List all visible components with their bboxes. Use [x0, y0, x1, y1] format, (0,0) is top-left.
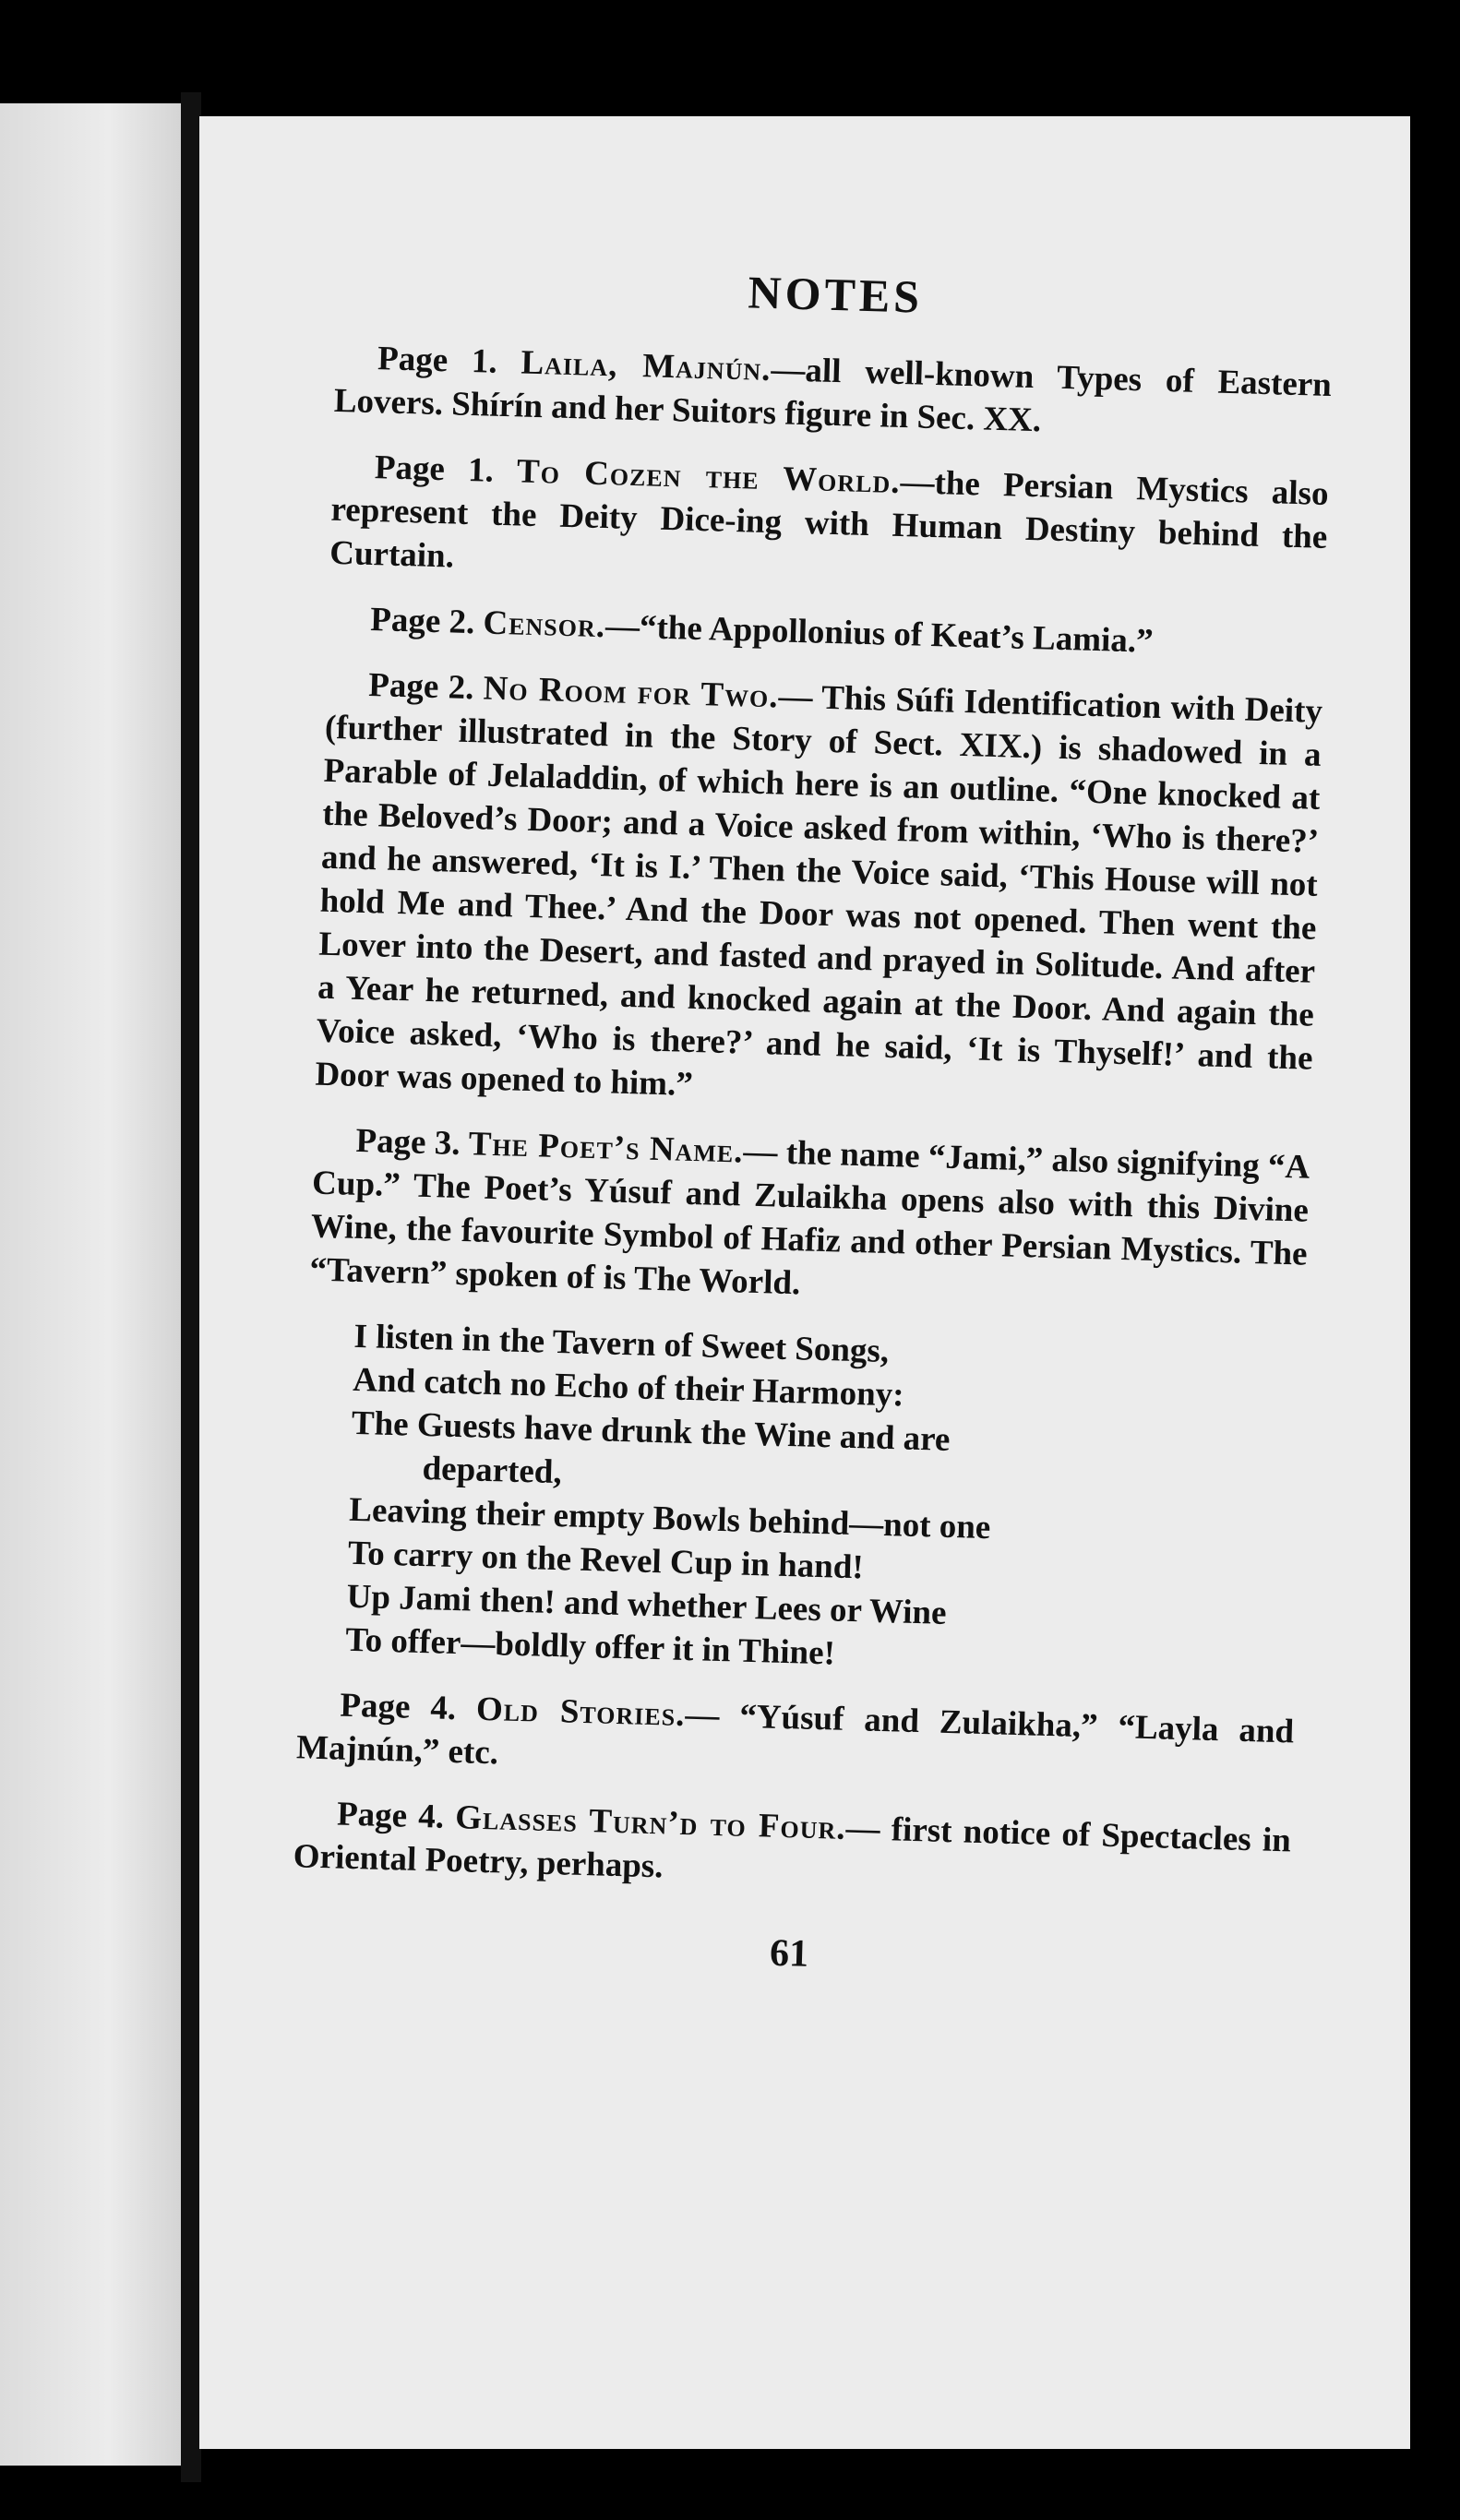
poem-quotation — [345, 1315, 1305, 1689]
note-term: To Cozen the World. — [516, 452, 902, 502]
poem-line: To offer—boldly offer it in Thine! — [344, 1620, 836, 1673]
note-old-stories — [296, 1682, 1295, 1797]
note-body: — first notice of Spectacles in Oriental Poetry, perhaps. — [293, 1809, 1292, 1886]
page-gutter — [181, 92, 201, 2482]
note-glasses-turnd-to-four — [293, 1791, 1291, 1905]
poem-line: Leaving their empty Bowls behind—not one — [348, 1490, 991, 1547]
note-cozen-the-world — [329, 445, 1330, 603]
note-body: — “Yúsuf and Zulaikha,” “Layla and Majnún,” etc. — [295, 1696, 1295, 1773]
note-body: — This Súfi Identification with Deity (further illustrated in the Story of Sect. XIX.) is shadowed in a Parable of Jelaladdin, of which here is an outline. “One knocked at the Beloved’s Door; and a Voice asked from within, ‘Who is there?’ and he answered, ‘It is I.’ Then the Voice said, ‘This House will not hold Me and Thee.’ And the Door was not opened. Then went the Lover into the Desert, and fasted and prayed in Solitude. And after a Year he returned, and knocked again at the Door. And again the Voice asked, ‘Who is there?’ and he said, ‘It is Thyself!’ and the Door was opened to him.” — [314, 677, 1323, 1105]
poem-line-continuation: departed, — [422, 1449, 563, 1492]
poem-line: And catch no Echo of their Harmony: — [352, 1360, 905, 1415]
note-term: Censor. — [482, 603, 606, 646]
note-body: — the name “Jami,” also signifying “A Cup.” The Poet’s Yúsuf and Zulaikha opens also with this Divine Wine, the favourite Symbol of Hafiz and other Persian Mystics. The “Tavern” spoken of is The World. — [309, 1132, 1310, 1303]
poem-line: I listen in the Tavern of Sweet Songs, — [353, 1317, 890, 1371]
note-ref: Page 2. — [369, 601, 475, 642]
note-term: The Poet’s Name. — [468, 1125, 745, 1171]
note-ref: Page 4. — [339, 1686, 457, 1728]
note-term: Laila, Majnún. — [520, 343, 772, 389]
page-heading: NOTES — [747, 266, 924, 323]
note-poets-name — [309, 1118, 1310, 1320]
right-page — [199, 116, 1410, 2449]
note-ref: Page 1. — [374, 448, 495, 490]
page-number: 61 — [769, 1931, 809, 1976]
note-ref: Page 4. — [336, 1795, 445, 1836]
note-censor — [328, 597, 1325, 668]
left-page-edge — [0, 103, 181, 2466]
note-ref: Page 2. — [367, 666, 474, 708]
page-content — [291, 259, 1334, 1989]
note-body: —the Persian Mystics also represent the Deity Dice-ing with Human Destiny behind the Curtain. — [329, 463, 1330, 576]
note-ref: Page 3. — [354, 1121, 461, 1163]
note-term: No Room for Two. — [483, 669, 780, 716]
note-no-room-for-two — [315, 663, 1323, 1124]
note-ref: Page 1. — [377, 340, 498, 381]
note-body: —all well-known Types of Eastern Lovers. Shírín and her Suitors figure in Sec. XX. — [333, 351, 1333, 440]
note-body: —“the Appollonius of Keat’s Lamia.” — [604, 607, 1155, 661]
note-laila-majnun — [333, 336, 1332, 450]
poem-line: The Guests have drunk the Wine and are — [351, 1403, 951, 1459]
poem-line: Up Jami then! and whether Lees or Wine — [346, 1577, 948, 1632]
note-term: Glasses Turn’d to Four. — [454, 1798, 847, 1847]
poem-line: To carry on the Revel Cup in hand! — [347, 1534, 865, 1587]
note-term: Old Stories. — [475, 1690, 687, 1735]
